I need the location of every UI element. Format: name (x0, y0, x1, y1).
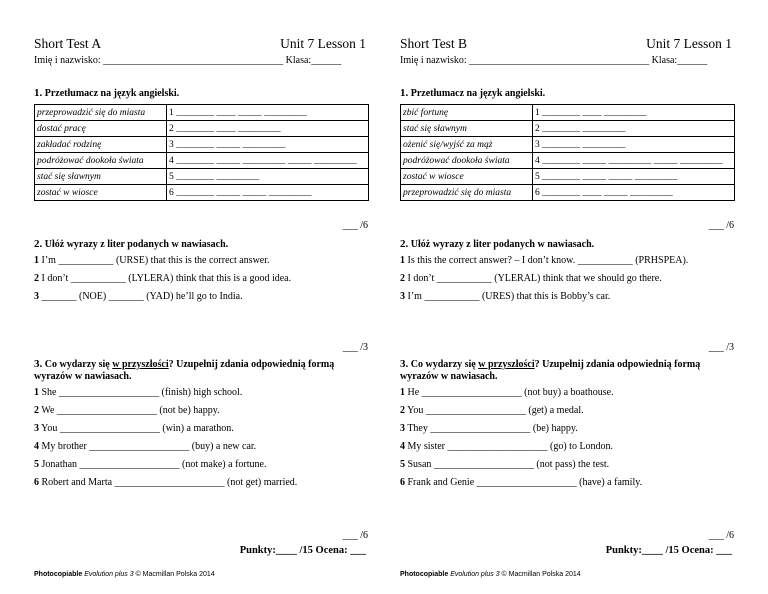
item-number: 2 (400, 273, 405, 284)
list-item (400, 252, 734, 270)
polish-phrase: ożenić się/wyjść za mąż (401, 137, 533, 153)
polish-phrase: przeprowadzić się do miasta (401, 185, 533, 201)
list-item (34, 456, 368, 474)
list-item (400, 456, 734, 474)
exercise-3 (400, 358, 734, 492)
list-item (400, 288, 734, 306)
table-row (401, 153, 735, 169)
item-text[interactable]: She ____________________ (finish) high school. (41, 387, 243, 398)
exercise-instruction-a: Co wydarzy się (410, 359, 479, 370)
item-number: 1 (34, 387, 39, 398)
item-number: 1 (400, 387, 405, 398)
answer-blank[interactable]: 2 ________ ____ _________ (167, 121, 369, 137)
item-text[interactable]: Robert and Marta ______________________ (not get) married. (41, 477, 298, 488)
unit-lesson: Unit 7 Lesson 1 (280, 36, 366, 51)
item-text[interactable]: Is this the correct answer? – I don’t know. ___________ (PRHSPEA). (407, 255, 689, 266)
short-test-a (34, 0, 368, 594)
answer-blank[interactable]: 1 ________ ____ _________ (533, 105, 735, 121)
name-class-field[interactable]: Imię i nazwisko: ____________________________________ Klasa:______ (34, 55, 342, 66)
item-text[interactable]: I don’t ___________ (LYLERA) think that this is a good idea. (41, 273, 292, 284)
item-number: 6 (400, 477, 405, 488)
item-text[interactable]: I’m ___________ (URSE) that this is the correct answer. (41, 255, 270, 266)
item-text[interactable]: Susan ____________________ (not pass) the test. (407, 459, 610, 470)
item-text[interactable]: Frank and Genie ____________________ (have) a family. (407, 477, 643, 488)
exercise-1-score[interactable]: ___ /6 (342, 220, 368, 231)
table-row (35, 105, 369, 121)
header (400, 36, 734, 52)
answer-blank[interactable]: 6 ________ _____ _____ _________ (167, 185, 369, 201)
item-text[interactable]: I don’t ___________ (YLERAL) think that we should go there. (407, 273, 662, 284)
exercise-instruction-a: Co wydarzy się (44, 359, 113, 370)
answer-blank[interactable]: 5 ________ _________ (167, 169, 369, 185)
item-number: 4 (34, 441, 39, 452)
table-row (35, 169, 369, 185)
item-text[interactable]: Jonathan ____________________ (not make) a fortune. (41, 459, 267, 470)
list-item (34, 384, 368, 402)
table-row (35, 137, 369, 153)
item-text[interactable]: My sister ____________________ (go) to London. (407, 441, 614, 452)
list-item (34, 252, 368, 270)
table-row (401, 185, 735, 201)
exercise-number: 2. (400, 238, 409, 250)
item-text[interactable]: He ____________________ (not buy) a boathouse. (407, 387, 614, 398)
answer-blank[interactable]: 6 ________ ____ _____ _________ (533, 185, 735, 201)
answer-blank[interactable]: 4 ________ _____ _________ _____ _________ (533, 153, 735, 169)
table-row (35, 121, 369, 137)
item-text[interactable]: They ____________________ (be) happy. (407, 423, 578, 434)
polish-phrase: zostać w wiosce (35, 185, 167, 201)
exercise-instruction: Przetłumacz na język angielski. (44, 88, 180, 99)
list-item (400, 270, 734, 288)
answer-blank[interactable]: 1 ________ ____ _____ _________ (167, 105, 369, 121)
polish-phrase: stać się sławnym (401, 121, 533, 137)
table-row (35, 153, 369, 169)
polish-phrase: zakładać rodzinę (35, 137, 167, 153)
item-number: 2 (34, 405, 39, 416)
exercise-number: 3. (34, 358, 43, 370)
item-number: 3 (400, 291, 405, 302)
item-text[interactable]: I’m ___________ (URES) that this is Bobby’s car. (407, 291, 611, 302)
item-text[interactable]: _______ (NOE) _______ (YAD) he’ll go to India. (41, 291, 243, 302)
list-item (400, 420, 734, 438)
exercise-instruction: Przetłumacz na język angielski. (410, 88, 546, 99)
footer-bold: Photocopiable (400, 571, 449, 578)
exercise-instruction-underlined: w przyszłości (478, 359, 535, 370)
item-number: 6 (34, 477, 39, 488)
polish-phrase: dostać pracę (35, 121, 167, 137)
exercise-number: 2. (34, 238, 43, 250)
short-test-b (400, 0, 734, 594)
footer (400, 571, 581, 578)
test-title: Short Test B (400, 36, 468, 51)
polish-phrase: podróżować dookoła świata (401, 153, 533, 169)
table-row (35, 185, 369, 201)
exercise-instruction-underlined: w przyszłości (112, 359, 169, 370)
exercise-number: 3. (400, 358, 409, 370)
polish-phrase: zostać w wiosce (401, 169, 533, 185)
footer-rest: © Macmillan Polska 2014 (499, 571, 581, 578)
footer-italic: Evolution plus 3 (84, 571, 134, 578)
exercise-1-title (400, 87, 734, 100)
unit-lesson: Unit 7 Lesson 1 (646, 36, 732, 51)
polish-phrase: przeprowadzić się do miasta (35, 105, 167, 121)
list-item (400, 402, 734, 420)
exercise-instruction: Ułóż wyrazy z liter podanych w nawiasach. (410, 239, 595, 250)
item-number: 5 (34, 459, 39, 470)
header (34, 36, 368, 52)
item-number: 3 (34, 423, 39, 434)
name-class-field[interactable]: Imię i nazwisko: ____________________________________ Klasa:______ (400, 55, 708, 66)
list-item (34, 438, 368, 456)
polish-phrase: stać się sławnym (35, 169, 167, 185)
list-item (400, 438, 734, 456)
footer-italic: Evolution plus 3 (450, 571, 500, 578)
answer-blank[interactable]: 4 ________ _____ _________ _____ _________ (167, 153, 369, 169)
exercise-3 (34, 358, 368, 492)
exercise-3-score[interactable]: ___ /6 (342, 530, 368, 541)
item-number: 2 (400, 405, 405, 416)
item-text[interactable]: You ____________________ (win) a marathon. (41, 423, 234, 434)
list-item (400, 384, 734, 402)
exercise-2-score[interactable]: ___ /3 (708, 342, 734, 353)
footer-rest: © Macmillan Polska 2014 (133, 571, 215, 578)
item-number: 3 (400, 423, 405, 434)
list-item (34, 420, 368, 438)
item-text[interactable]: You ____________________ (get) a medal. (407, 405, 584, 416)
exercise-number: 1. (400, 87, 409, 99)
table-row (401, 137, 735, 153)
total-points[interactable]: Punkty:____ /15 Ocena: ___ (239, 545, 366, 556)
answer-blank[interactable]: 3 ________ _____ _________ (167, 137, 369, 153)
item-text[interactable]: We ____________________ (not be) happy. (41, 405, 220, 416)
list-item (34, 402, 368, 420)
exercise-instruction-b: ? Uzupełnij zdania odpowiednią formą wyrazów w nawiasach. (34, 359, 335, 382)
exercise-3-score[interactable]: ___ /6 (708, 530, 734, 541)
polish-phrase: zbić fortunę (401, 105, 533, 121)
list-item (400, 474, 734, 492)
exercise-2 (34, 238, 368, 306)
exercise-instruction-b: ? Uzupełnij zdania odpowiednią formą wyrazów w nawiasach. (400, 359, 701, 382)
translation-table (34, 104, 369, 201)
item-number: 4 (400, 441, 405, 452)
item-text[interactable]: My brother ____________________ (buy) a new car. (41, 441, 257, 452)
answer-blank[interactable]: 5 ________ _____ _____ _________ (533, 169, 735, 185)
translation-table (400, 104, 735, 201)
exercise-2-score[interactable]: ___ /3 (342, 342, 368, 353)
item-number: 5 (400, 459, 405, 470)
table-row (401, 169, 735, 185)
exercise-number: 1. (34, 87, 43, 99)
list-item (34, 474, 368, 492)
item-number: 1 (400, 255, 405, 266)
item-number: 2 (34, 273, 39, 284)
answer-blank[interactable]: 3 ________ _________ (533, 137, 735, 153)
test-title: Short Test A (34, 36, 102, 51)
exercise-2 (400, 238, 734, 306)
total-points[interactable]: Punkty:____ /15 Ocena: ___ (605, 545, 732, 556)
answer-blank[interactable]: 2 ________ _________ (533, 121, 735, 137)
list-item (34, 270, 368, 288)
list-item (34, 288, 368, 306)
exercise-1-title (34, 87, 368, 100)
polish-phrase: podróżować dookoła świata (35, 153, 167, 169)
table-row (401, 105, 735, 121)
item-number: 1 (34, 255, 39, 266)
footer (34, 571, 215, 578)
exercise-instruction: Ułóż wyrazy z liter podanych w nawiasach. (44, 239, 229, 250)
item-number: 3 (34, 291, 39, 302)
footer-bold: Photocopiable (34, 571, 83, 578)
exercise-1-score[interactable]: ___ /6 (708, 220, 734, 231)
table-row (401, 121, 735, 137)
